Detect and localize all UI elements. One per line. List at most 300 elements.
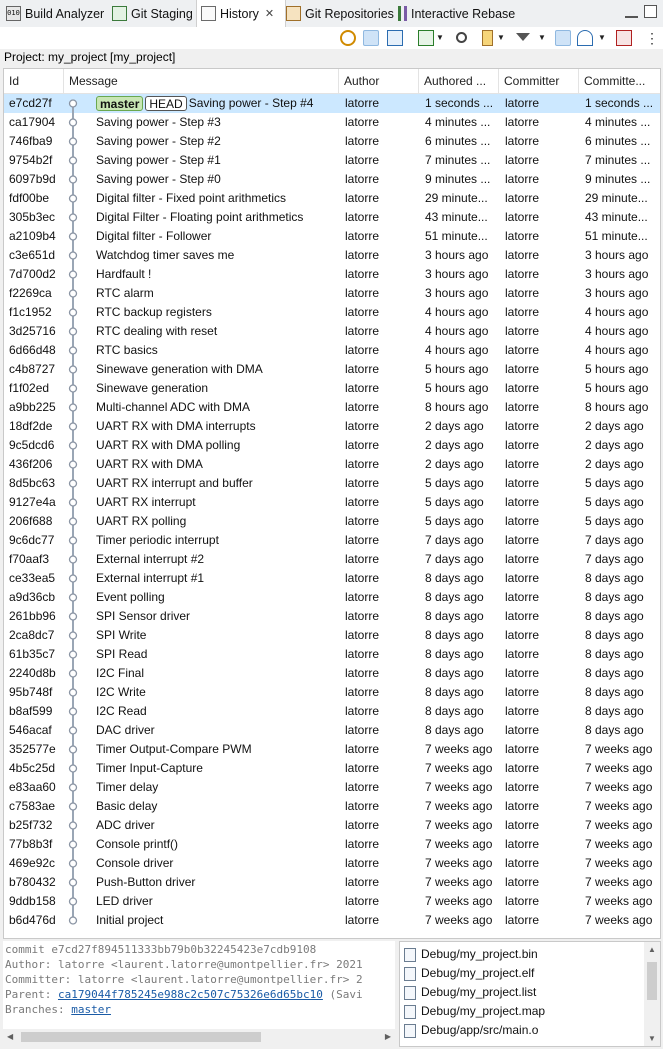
commit-message: Hardfault ! <box>96 267 152 281</box>
scrollbar-thumb[interactable] <box>21 1032 261 1042</box>
file-item[interactable] <box>404 983 536 1002</box>
file-path: Debug/app/src/main.o <box>421 1023 539 1037</box>
scroll-right-icon[interactable]: ▶ <box>384 1032 391 1041</box>
table-row[interactable] <box>4 341 660 360</box>
maximize-icon[interactable] <box>644 5 657 18</box>
commit-message: Timer Output-Compare PWM <box>96 742 252 756</box>
commit-author: latorre <box>345 685 380 699</box>
authored-date: 7 days ago <box>425 533 484 547</box>
commit-author: latorre <box>345 248 380 262</box>
chevron-down-icon[interactable]: ▼ <box>497 33 505 42</box>
commit-author: latorre <box>345 666 380 680</box>
commit-author: latorre <box>345 172 380 186</box>
committed-date: 8 hours ago <box>585 400 649 414</box>
tab-build-analyzer[interactable] <box>2 0 106 27</box>
committed-date: 51 minute... <box>585 229 648 243</box>
commit-message: Basic delay <box>96 799 158 813</box>
authored-date: 7 weeks ago <box>425 837 493 851</box>
table-row[interactable] <box>4 569 660 588</box>
commit-id: ca17904 <box>9 115 56 129</box>
committed-date: 4 minutes ... <box>585 115 651 129</box>
authored-date: 8 days ago <box>425 647 484 661</box>
table-row[interactable] <box>4 721 660 740</box>
table-row[interactable] <box>4 607 660 626</box>
table-row[interactable] <box>4 854 660 873</box>
table-row[interactable] <box>4 645 660 664</box>
committed-date: 6 minutes ... <box>585 134 651 148</box>
scrollbar-thumb[interactable] <box>647 962 657 1000</box>
commit-author: latorre <box>345 533 380 547</box>
committed-date: 7 weeks ago <box>585 780 653 794</box>
branches-line <box>5 1002 111 1017</box>
commit-committer: latorre <box>505 761 540 775</box>
commit-committer: latorre <box>505 818 540 832</box>
authored-date: 3 hours ago <box>425 267 489 281</box>
authored-date: 9 minutes ... <box>425 172 491 186</box>
commit-message: Saving power - Step #2 <box>96 134 221 148</box>
column-header-authored-date[interactable]: Authored ... <box>419 69 499 93</box>
file-icon <box>404 1005 416 1019</box>
table-row[interactable] <box>4 512 660 531</box>
tab-interactive-rebase[interactable] <box>394 0 528 27</box>
authored-date: 29 minute... <box>425 191 488 205</box>
commit-committer: latorre <box>505 324 540 338</box>
authored-date: 7 weeks ago <box>425 742 493 756</box>
committed-date: 7 days ago <box>585 552 644 566</box>
commit-id: 8d5bc63 <box>9 476 56 490</box>
commit-author: latorre <box>345 134 380 148</box>
commit-message: Watchdog timer saves me <box>96 248 235 262</box>
refresh-icon[interactable] <box>340 30 356 46</box>
commit-author: latorre <box>345 647 380 661</box>
chevron-down-icon[interactable]: ▼ <box>436 33 444 42</box>
view-menu-icon[interactable]: ⋮ <box>645 30 659 46</box>
table-row[interactable] <box>4 759 660 778</box>
commit-committer: latorre <box>505 457 540 471</box>
commit-committer: latorre <box>505 780 540 794</box>
table-row[interactable] <box>4 208 660 227</box>
committed-date: 5 days ago <box>585 476 644 490</box>
table-row[interactable] <box>4 265 660 284</box>
column-header-committer[interactable]: Committer <box>499 69 579 93</box>
table-row[interactable] <box>4 911 660 930</box>
branches-label: Branches: <box>5 1003 72 1016</box>
table-row[interactable] <box>4 417 660 436</box>
commit-author: latorre <box>345 780 380 794</box>
table-row[interactable] <box>4 170 660 189</box>
authored-date: 4 hours ago <box>425 324 489 338</box>
scroll-down-icon[interactable]: ▼ <box>648 1034 656 1043</box>
table-row[interactable] <box>4 835 660 854</box>
build-analyzer-icon: 010 <box>6 6 21 21</box>
commit-committer: latorre <box>505 495 540 509</box>
commit-committer: latorre <box>505 856 540 870</box>
commit-message: Push-Button driver <box>96 875 196 889</box>
commit-message: UART RX polling <box>96 514 187 528</box>
commit-id: 9c6dc77 <box>9 533 55 547</box>
commit-id: b25f732 <box>9 818 53 832</box>
chevron-down-icon[interactable]: ▼ <box>538 33 546 42</box>
committed-date: 8 days ago <box>585 571 644 585</box>
commit-id: 9ddb158 <box>9 894 56 908</box>
commit-author: latorre <box>345 96 380 110</box>
table-row[interactable] <box>4 740 660 759</box>
filter-icon[interactable] <box>516 33 530 41</box>
chevron-down-icon[interactable]: ▼ <box>598 33 606 42</box>
authored-date: 7 weeks ago <box>425 894 493 908</box>
commit-committer: latorre <box>505 799 540 813</box>
table-row[interactable] <box>4 436 660 455</box>
table-row[interactable] <box>4 588 660 607</box>
table-row[interactable] <box>4 550 660 569</box>
table-row[interactable] <box>4 284 660 303</box>
committed-date: 8 days ago <box>585 647 644 661</box>
file-icon <box>404 986 416 1000</box>
committed-date: 3 hours ago <box>585 267 649 281</box>
commit-message: Sinewave generation <box>96 381 209 395</box>
commit-message: UART RX interrupt <box>96 495 196 509</box>
committed-date: 2 days ago <box>585 419 644 433</box>
table-row[interactable] <box>4 227 660 246</box>
tab-git-staging[interactable] <box>108 0 198 27</box>
committed-date: 43 minute... <box>585 210 648 224</box>
committed-date: 1 seconds ... <box>585 96 654 110</box>
table-row[interactable] <box>4 892 660 911</box>
commit-author: latorre <box>345 704 380 718</box>
committed-date: 7 minutes ... <box>585 153 651 167</box>
commit-message: DAC driver <box>96 723 155 737</box>
commit-id: 3d25716 <box>9 324 56 338</box>
commit-id: 546acaf <box>9 723 52 737</box>
committed-date: 8 days ago <box>585 590 644 604</box>
table-row[interactable] <box>4 246 660 265</box>
commit-message: Console printf() <box>96 837 179 851</box>
link-with-editor-icon[interactable] <box>387 30 403 46</box>
table-row[interactable] <box>4 816 660 835</box>
commit-author: latorre <box>345 571 380 585</box>
committed-date: 2 days ago <box>585 457 644 471</box>
commit-author: latorre <box>345 324 380 338</box>
commit-committer: latorre <box>505 647 540 661</box>
file-icon <box>404 948 416 962</box>
table-row[interactable] <box>4 94 660 113</box>
commit-message: I2C Write <box>96 685 146 699</box>
authored-date: 4 hours ago <box>425 343 489 357</box>
committed-date: 7 weeks ago <box>585 894 653 908</box>
column-header-message[interactable]: Message <box>64 69 339 93</box>
authored-date: 7 weeks ago <box>425 818 493 832</box>
commit-author: latorre <box>345 590 380 604</box>
file-item[interactable] <box>404 964 534 983</box>
history-icon <box>201 6 216 21</box>
committed-date: 7 weeks ago <box>585 818 653 832</box>
commit-author: latorre <box>345 457 380 471</box>
tab-history[interactable] <box>196 0 286 27</box>
commit-id: b8af599 <box>9 704 53 718</box>
committed-date: 8 days ago <box>585 609 644 623</box>
commit-id: 2240d8b <box>9 666 56 680</box>
table-row[interactable] <box>4 113 660 132</box>
commit-message: RTC basics <box>96 343 158 357</box>
details-horizontal-scrollbar[interactable] <box>3 1029 395 1045</box>
column-header-author[interactable]: Author <box>339 69 419 93</box>
table-row[interactable] <box>4 683 660 702</box>
authored-date: 4 minutes ... <box>425 115 491 129</box>
commit-id: 18df2de <box>9 419 53 433</box>
git-repositories-icon <box>286 6 301 21</box>
commit-committer: latorre <box>505 210 540 224</box>
files-vertical-scrollbar[interactable] <box>644 942 660 1046</box>
committed-date: 7 weeks ago <box>585 875 653 889</box>
commit-author: latorre <box>345 837 380 851</box>
file-item[interactable] <box>404 1002 545 1021</box>
commit-id: 206f688 <box>9 514 53 528</box>
committed-date: 7 weeks ago <box>585 837 653 851</box>
commit-message: LED driver <box>96 894 153 908</box>
commit-message: ADC driver <box>96 818 155 832</box>
table-row[interactable] <box>4 797 660 816</box>
commit-committer: latorre <box>505 723 540 737</box>
commit-author: latorre <box>345 419 380 433</box>
table-row[interactable] <box>4 398 660 417</box>
authored-date: 8 days ago <box>425 628 484 642</box>
table-row[interactable] <box>4 873 660 892</box>
commit-message: RTC alarm <box>96 286 154 300</box>
commit-message: RTC dealing with reset <box>96 324 218 338</box>
table-row[interactable] <box>4 702 660 721</box>
compare-icon[interactable] <box>577 30 593 46</box>
commit-id: ce33ea5 <box>9 571 56 585</box>
table-row[interactable] <box>4 132 660 151</box>
tab-label: Git Staging <box>131 6 193 21</box>
commit-committer: latorre <box>505 685 540 699</box>
table-row[interactable] <box>4 360 660 379</box>
commit-id: 6d66d48 <box>9 343 56 357</box>
commit-message: External interrupt #2 <box>96 552 205 566</box>
search-icon[interactable] <box>456 32 467 43</box>
commit-author: latorre <box>345 856 380 870</box>
column-header-committed-date[interactable]: Committe... <box>584 74 646 88</box>
link-with-selection-icon[interactable] <box>363 30 379 46</box>
table-row[interactable] <box>4 455 660 474</box>
commit-table <box>3 68 661 939</box>
commit-id: f1f02ed <box>9 381 50 395</box>
committed-date: 8 days ago <box>585 685 644 699</box>
commit-committer: latorre <box>505 913 540 927</box>
commit-id: c4b8727 <box>9 362 56 376</box>
commit-author: latorre <box>345 400 380 414</box>
commit-author: latorre <box>345 742 380 756</box>
table-header <box>4 69 660 94</box>
commit-message: Initial project <box>96 913 164 927</box>
committed-date: 7 weeks ago <box>585 742 653 756</box>
scroll-left-icon[interactable]: ◀ <box>7 1032 14 1041</box>
commit-id: a9bb225 <box>9 400 56 414</box>
commit-message <box>96 94 336 113</box>
commit-committer: latorre <box>505 267 540 281</box>
authored-date: 8 days ago <box>425 571 484 585</box>
committed-date: 9 minutes ... <box>585 172 651 186</box>
commit-message: I2C Final <box>96 666 145 680</box>
commit-id: fdf00be <box>9 191 50 205</box>
file-path: Debug/my_project.bin <box>421 947 538 961</box>
commit-committer: latorre <box>505 248 540 262</box>
commit-committer: latorre <box>505 115 540 129</box>
authored-date: 1 seconds ... <box>425 96 494 110</box>
commit-message: UART RX interrupt and buffer <box>96 476 253 490</box>
commit-committer: latorre <box>505 894 540 908</box>
commit-id: 77b8b3f <box>9 837 53 851</box>
commit-committer: latorre <box>505 666 540 680</box>
authored-date: 5 hours ago <box>425 381 489 395</box>
file-path: Debug/my_project.list <box>421 985 537 999</box>
table-row[interactable] <box>4 474 660 493</box>
table-row[interactable] <box>4 189 660 208</box>
table-row[interactable] <box>4 303 660 322</box>
view-window-controls <box>625 5 657 18</box>
commit-id: 2ca8dc7 <box>9 628 55 642</box>
commit-committer: latorre <box>505 286 540 300</box>
authored-date: 5 days ago <box>425 476 484 490</box>
commit-id: e7cd27f <box>9 96 52 110</box>
committed-date: 8 days ago <box>585 666 644 680</box>
committed-date: 5 days ago <box>585 514 644 528</box>
commit-message: Timer Input-Capture <box>96 761 203 775</box>
show-all-branches-icon[interactable] <box>555 30 571 46</box>
commit-id: 9754b2f <box>9 153 53 167</box>
committed-date: 7 weeks ago <box>585 856 653 870</box>
table-row[interactable] <box>4 322 660 341</box>
commit-message: Digital Filter - Floating point arithmetics <box>96 210 304 224</box>
commit-author: latorre <box>345 343 380 357</box>
commit-id: 436f206 <box>9 457 53 471</box>
committed-date: 2 days ago <box>585 438 644 452</box>
authored-date: 5 days ago <box>425 514 484 528</box>
commit-message: Timer periodic interrupt <box>96 533 219 547</box>
commit-committer: latorre <box>505 172 540 186</box>
commit-author: latorre <box>345 191 380 205</box>
committed-date: 8 days ago <box>585 704 644 718</box>
table-row[interactable] <box>4 151 660 170</box>
parent-label: Parent: <box>5 988 58 1001</box>
authored-date: 8 days ago <box>425 685 484 699</box>
authored-date: 51 minute... <box>425 229 488 243</box>
view-tab-bar <box>0 0 663 28</box>
commit-author: latorre <box>345 305 380 319</box>
commit-committer: latorre <box>505 514 540 528</box>
file-item[interactable] <box>404 1021 538 1040</box>
committed-date: 5 days ago <box>585 495 644 509</box>
committed-date: 5 hours ago <box>585 381 649 395</box>
commit-committer: latorre <box>505 419 540 433</box>
commit-message: Saving power - Step #0 <box>96 172 221 186</box>
committed-date: 7 weeks ago <box>585 913 653 927</box>
committed-date: 4 hours ago <box>585 305 649 319</box>
commit-id: 261bb96 <box>9 609 56 623</box>
commit-committer: latorre <box>505 343 540 357</box>
authored-date: 8 days ago <box>425 723 484 737</box>
commit-message: Saving power - Step #1 <box>96 153 221 167</box>
compare-mode-icon[interactable] <box>418 30 434 46</box>
commit-id: 7d700d2 <box>9 267 56 281</box>
tab-git-repositories[interactable] <box>282 0 396 27</box>
table-row[interactable] <box>4 379 660 398</box>
table-row[interactable] <box>4 778 660 797</box>
commit-message: I2C Read <box>96 704 147 718</box>
commit-id: 746fba9 <box>9 134 53 148</box>
authored-date: 5 days ago <box>425 495 484 509</box>
commit-author: latorre <box>345 495 380 509</box>
parent-line <box>5 987 363 1002</box>
commit-id: 61b35c7 <box>9 647 56 661</box>
committed-date: 29 minute... <box>585 191 648 205</box>
commit-message: UART RX with DMA polling <box>96 438 241 452</box>
commit-committer: latorre <box>505 628 540 642</box>
authored-date: 7 weeks ago <box>425 913 493 927</box>
parent-commit-link[interactable]: ca179044f785245e988c2c507c75326e6d65bc10 <box>57 988 323 1001</box>
commit-message: External interrupt #1 <box>96 571 205 585</box>
file-item[interactable] <box>404 945 538 964</box>
authored-date: 8 days ago <box>425 666 484 680</box>
repository-icon[interactable] <box>482 30 493 46</box>
commit-message: Console driver <box>96 856 174 870</box>
authored-date: 8 days ago <box>425 704 484 718</box>
interactive-rebase-icon <box>398 6 407 21</box>
commit-author: latorre <box>345 552 380 566</box>
committed-date: 8 days ago <box>585 723 644 737</box>
commit-id: 9127e4a <box>9 495 56 509</box>
remove-icon[interactable] <box>616 30 632 46</box>
head-badge[interactable]: HEAD <box>145 96 186 111</box>
table-row[interactable] <box>4 664 660 683</box>
scroll-up-icon[interactable]: ▲ <box>648 945 656 954</box>
commit-committer: latorre <box>505 438 540 452</box>
commit-id: f1c1952 <box>9 305 52 319</box>
author-line: Author: latorre <laurent.latorre@umontpellier.fr> 2021 <box>5 958 363 971</box>
column-header-id[interactable]: Id <box>4 69 64 93</box>
tab-label: Git Repositories <box>305 6 394 21</box>
minimize-icon[interactable] <box>625 5 638 18</box>
authored-date: 8 days ago <box>425 609 484 623</box>
table-row[interactable] <box>4 493 660 512</box>
branch-badge[interactable]: master <box>96 96 143 111</box>
committed-date: 4 hours ago <box>585 343 649 357</box>
authored-date: 43 minute... <box>425 210 488 224</box>
commit-committer: latorre <box>505 305 540 319</box>
commit-id: 95b748f <box>9 685 53 699</box>
authored-date: 2 days ago <box>425 457 484 471</box>
authored-date: 7 weeks ago <box>425 856 493 870</box>
table-row[interactable] <box>4 626 660 645</box>
commit-committer: latorre <box>505 571 540 585</box>
commit-id: 469e92c <box>9 856 56 870</box>
commit-author: latorre <box>345 153 380 167</box>
commit-committer: latorre <box>505 476 540 490</box>
changed-files-list <box>399 941 661 1047</box>
commit-author: latorre <box>345 210 380 224</box>
commit-message: Saving power - Step #3 <box>96 115 221 129</box>
commit-message: Multi-channel ADC with DMA <box>96 400 251 414</box>
history-toolbar <box>0 27 663 49</box>
committed-date: 7 weeks ago <box>585 799 653 813</box>
authored-date: 8 hours ago <box>425 400 489 414</box>
branch-link-master[interactable]: master <box>71 1003 111 1016</box>
close-icon[interactable]: ✕ <box>264 8 275 20</box>
table-row[interactable] <box>4 531 660 550</box>
authored-date: 3 hours ago <box>425 248 489 262</box>
commit-id: e83aa60 <box>9 780 56 794</box>
commit-hash-line: commit e7cd27f894511333bb79b0b32245423e7cdb9108 <box>5 943 317 956</box>
